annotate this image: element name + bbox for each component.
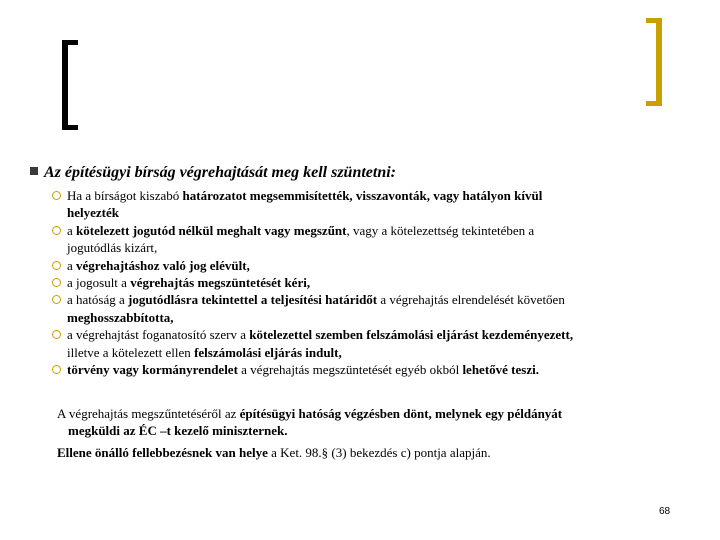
ring-bullet-icon	[52, 365, 61, 374]
list-item	[52, 291, 702, 326]
decision-paragraph	[57, 405, 707, 440]
item-bold-text: végrehajtás megszüntetését kéri,	[130, 275, 311, 291]
appeal-paragraph	[57, 444, 707, 461]
item-text: a	[67, 222, 77, 238]
decorative-bracket-right	[646, 18, 662, 106]
termination-conditions-list	[52, 187, 702, 378]
ring-bullet-icon	[52, 330, 61, 339]
item-text: Ha a bírságot kiszabó	[67, 188, 183, 203]
decorative-bracket-left	[62, 40, 78, 130]
paragraph-bold-text: építésügyi hatóság végzésben dönt, melynek egy példányát	[239, 406, 563, 421]
paragraph-text: a Ket. 98.§ (3) bekezdés c) pontja alapján.	[267, 445, 491, 460]
heading-text: Az építésügyi bírság végrehajtását meg kell szüntetni:	[44, 164, 397, 181]
list-item	[52, 222, 702, 257]
slide-heading	[30, 164, 396, 182]
list-item	[52, 257, 702, 274]
ring-bullet-icon	[52, 278, 61, 287]
page-number: 68	[659, 506, 671, 517]
list-item	[52, 187, 702, 222]
item-bold-text: kötelezett jogutód nélkül meghalt vagy megszűnt	[76, 222, 347, 238]
item-bold-text: törvény vagy kormányrendelet	[67, 362, 238, 378]
item-text: a	[67, 257, 77, 273]
square-bullet-icon	[30, 167, 38, 175]
item-bold-text: határozatot megsemmisítették, visszavonták, vagy hatályon kívül	[182, 188, 543, 203]
ring-bullet-icon	[52, 226, 61, 235]
ring-bullet-icon	[52, 191, 61, 200]
item-text: a jogosult a	[67, 275, 131, 291]
paragraph-bold-text: megküldi az ÉC –t kezelő miniszternek.	[68, 423, 288, 439]
paragraph-bold-text: Ellene önálló fellebbezésnek van helye	[57, 445, 268, 460]
list-item	[52, 361, 702, 378]
list-item	[52, 274, 702, 291]
item-bold-text: kötelezettel szemben felszámolási eljárást kezdeményezett,	[249, 327, 574, 343]
paragraph-text: A végrehajtás megszűntetéséről az	[57, 406, 240, 421]
item-text: , vagy a kötelezettség tekintetében a	[346, 222, 535, 238]
item-text: a végrehajtás elrendelését követően	[377, 292, 565, 308]
item-bold-text: felszámolási eljárás indult,	[194, 344, 342, 360]
item-text: illetve a kötelezett ellen	[67, 344, 195, 360]
item-text: a végrehajtás megszüntetését egyéb okból	[237, 362, 463, 378]
item-bold-text: lehetővé teszi.	[462, 362, 539, 378]
item-bold-text: helyezték	[67, 205, 119, 221]
ring-bullet-icon	[52, 295, 61, 304]
item-text: jogutódlás kizárt,	[67, 240, 158, 256]
item-bold-text: végrehajtáshoz való jog elévült,	[76, 257, 250, 273]
item-text: a végrehajtást foganatosító szerv a	[67, 327, 250, 343]
list-item	[52, 326, 702, 361]
ring-bullet-icon	[52, 261, 61, 270]
item-text: a hatóság a	[67, 292, 129, 308]
item-bold-text: jogutódlásra tekintettel a teljesítési határidőt	[128, 292, 378, 308]
item-bold-text: meghosszabbította,	[67, 309, 174, 325]
